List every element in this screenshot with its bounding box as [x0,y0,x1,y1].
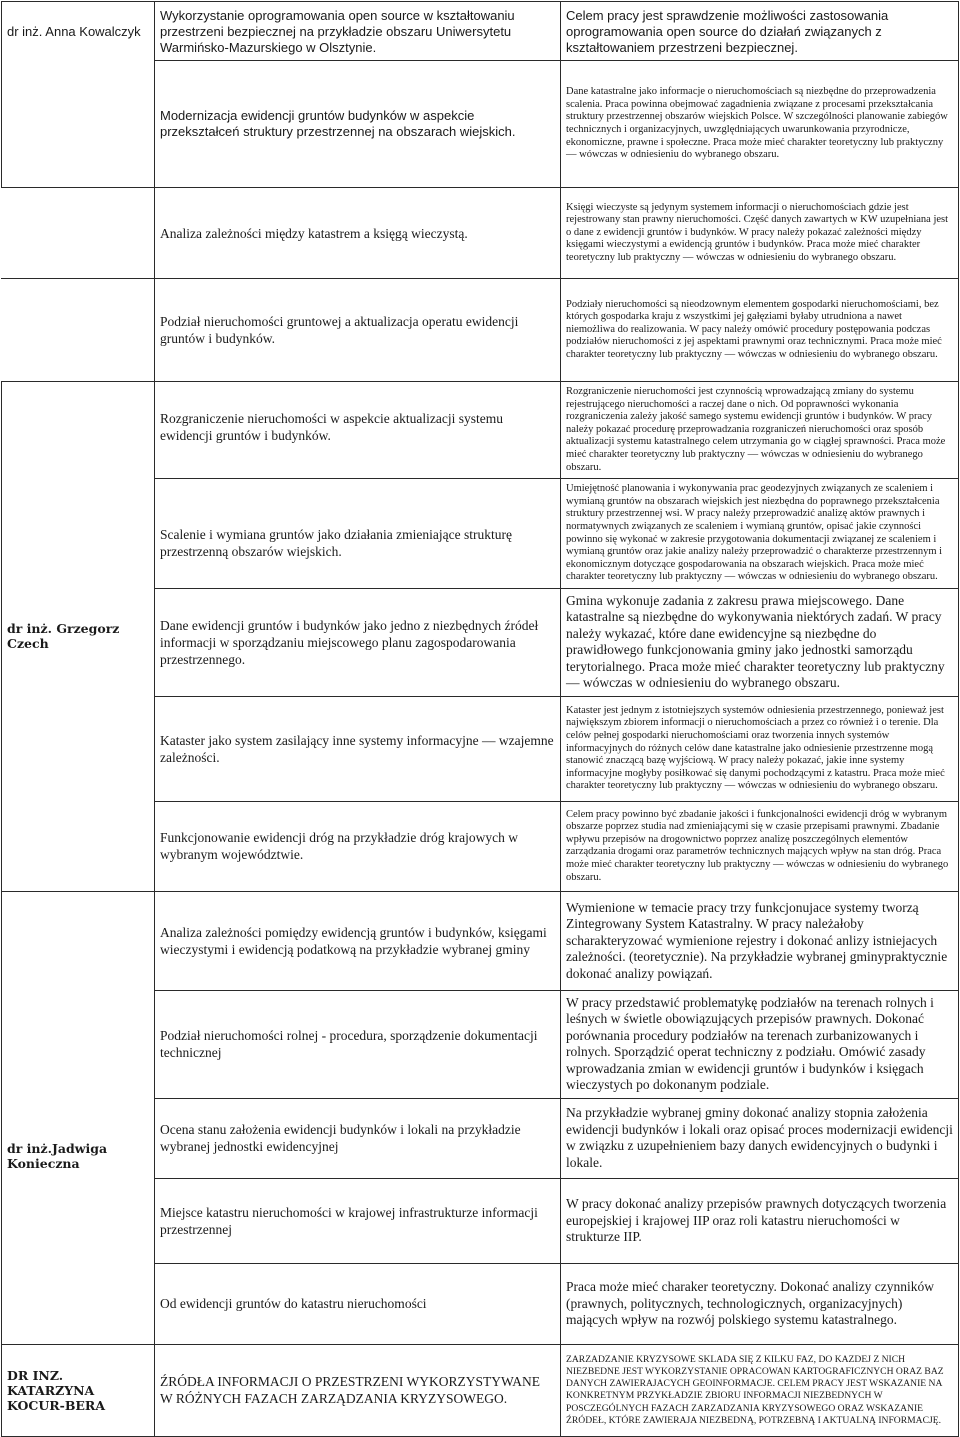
thesis-topic: Modernizacja ewidencji gruntów budynków w aspekcie przekształceń struktury przestrzennej na obszarach wiejskich. [155,61,561,188]
thesis-description: W pracy dokonać analizy przepisów prawnych dotyczących tworzenia europejskiej i krajowej IIP oraz roli katastru nieruchomości w strukturze IIP. [561,1178,959,1263]
supervisor-name: dr inż. Grzegorz Czech [2,382,155,892]
thesis-description: Celem pracy powinno być zbadanie jakości i funkcjonalności ewidencji dróg w wybranym obszarze poprzez studia nad zmieniającymi się w czasie przepisami prawnymi. Zbadanie wpływu przepisów na drogownictwo poprzez analizę poszczególnych elementów zarządzania drogami oraz parametrów technicznych mających wpływ na stan dróg. Praca może mieć charakter teoretyczny lub praktyczny — wówczas w odniesieniu do wybranego obszaru. [561,801,959,891]
table-row [2,2,959,61]
empty-cell [2,188,155,279]
thesis-description: Księgi wieczyste są jedynym systemem informacji o nieruchomościach gdzie jest rejestrowany stan prawny nieruchomości. Część danych zawartych w KW uzupełniana jest o dane z ewidencji gruntów i budynków. W pracy należy pokazać zależności między księgami wieczystymi a ewidencją gruntów i budynków. Praca może mieć charakter teoretyczny lub praktyczny — wówczas w odniesieniu do wybranego obszaru. [561,188,959,279]
thesis-description: Na przykładzie wybranej gminy dokonać analizy stopnia założenia ewidencji budynków i lokali oraz opisać proces modernizacji ewidencji w związku z uzupełnieniem bazy danych ewidencyjnych o budynki i lokale. [561,1098,959,1178]
table-row [2,1344,959,1436]
thesis-description: Dane katastralne jako informacje o nieruchomościach są niezbędne do przeprowadzenia scalenia. Praca powinna obejmować zagadnienia związane z procesami przekształcania struktury przestrzennej obszarów wiejskich Polsce. W szczególności planowanie zabiegów technicznych i organizacyjnych, uwzględniających uwarunkowania przyrodnicze, ekonomiczne, prawne i społeczne. Praca może mieć charakter teoretyczny lub praktyczny — wówczas w odniesieniu do wybranego obszaru. [561,61,959,188]
thesis-description: Podziały nieruchomości są nieodzownym elementem gospodarki nieruchomościami, bez których gospodarka kraju z wszystkimi jej gałęziami byłaby utrudniona a nawet niemożliwa do realizowania. W pacy należy omówić procedury postępowania podczas podziałów nieruchomości z jej aspektami prawnymi oraz technicznymi. Praca może mieć charakter teoretyczny lub praktyczny — wówczas w odniesieniu do wybranego obszaru. [561,279,959,382]
thesis-topic: Od ewidencji gruntów do katastru nieruchomości [155,1263,561,1344]
thesis-topic: Miejsce katastru nieruchomości w krajowej infrastrukturze informacji przestrzennej [155,1178,561,1263]
thesis-topic: Analiza zależności pomiędzy ewidencją gruntów i budynków, księgami wieczystymi i ewidencją podatkową na przykładzie wybranej gminy [155,891,561,990]
thesis-description: W pracy przedstawić problematykę podziałów na terenach rolnych i leśnych w świetle obowiązujących przepisów prawnych. Dokonać porównania procedury podziałów na terenach zurbanizowanych i rolnych. Sporządzić operat techniczny z podziału. Omówić zasady wprowadzania zmian w ewidencji gruntów i budynków i księgach wieczystych po dokonanym podziale. [561,990,959,1098]
thesis-topic: Podział nieruchomości gruntowej a aktualizacja operatu ewidencji gruntów i budynków. [155,279,561,382]
thesis-topic: Ocena stanu założenia ewidencji budynków i lokali na przykładzie wybranej jednostki ewidencyjnej [155,1098,561,1178]
supervisor-name: dr inż. Anna Kowalczyk [2,2,155,188]
table-row [2,279,959,382]
thesis-description: ZARZADZANIE KRYZYSOWE SKLADA SIĘ Z KILKU FAZ, DO KAZDEJ Z NICH NIEZBEDNE JEST WYKORZYSTANIE OPRACOWAN KARTOGRAFICZNYCH ORAZ BAZ DANYCH ZAWIERAJACYCH GEOINFORMACJE. CELEM PRACY JEST WSKAZANIE NA KONKRETNYM PRZYKŁADZIE ZBIORU INFORMACJI NIEZBEDNYCH W POSCZEGÓLNYCH FAZACH ZARZADZANIA KRYZYSOWEGO ORAZ WSKAZANIE ŹRÓDEŁ, KTÓRE ZAWIERAJA NIEZBEDNĄ, POTRZEBNĄ I AKTUALNĄ INFORMACJĘ. [561,1344,959,1436]
thesis-description: Kataster jest jednym z istotniejszych systemów odniesienia przestrzennego, ponieważ jest największym zbiorem informacji o nieruchomościach a przez co również i o terenie. Dla celów pełnej gospodarki nieruchomościami oraz tworzenia innych systemów informacyjnych do różnych celów dane katastralne jako odniesienie przestrzenne mogą stanowić znaczącą bazę wyjściową. W pracy należy pokazać, jakie inne systemy informacyjne mogłyby posiłkować się danymi pochodzącymi z katastru. Praca może mieć charakter teoretyczny lub praktyczny — wówczas w odniesieniu do wybranego obszaru. [561,696,959,801]
empty-cell [2,279,155,382]
thesis-description: Celem pracy jest sprawdzenie możliwości zastosowania oprogramowania open source do działań związanych z kształtowaniem przestrzeni bezpiecznej. [561,2,959,61]
thesis-topic: Dane ewidencji gruntów i budynków jako jedno z niezbędnych źródeł informacji w sporządzaniu miejscowego planu zagospodarowania przestrzennego. [155,588,561,696]
thesis-description: Praca może mieć charaker teoretyczny. Dokonać analizy czynników (prawnych, politycznych, technologicznych, organizacyjnych) mających wpływ na rozwój polskiego systemu katastralnego. [561,1263,959,1344]
thesis-topics-table [1,1,959,1437]
thesis-topic: ŹRÓDŁA INFORMACJI O PRZESTRZENI WYKORZYSTYWANE W RÓŻNYCH FAZACH ZARZĄDZANIA KRYZYSOWEGO. [155,1344,561,1436]
table-row [2,382,959,479]
supervisor-name: DR INZ. KATARZYNA KOCUR-BERA [2,1344,155,1436]
table-row [2,188,959,279]
thesis-description: Gmina wykonuje zadania z zakresu prawa miejscowego. Dane katastralne są niezbędne do wykonywania niektórych zadań. W pracy należy wykazać, które dane ewidencyjne są niezbędne do prawidłowego funkcjonowania gminy jako jednostki samorządu terytorialnego. Praca może mieć charakter teoretyczny lub praktyczny — wówczas w odniesieniu do wybranego obszaru. [561,588,959,696]
thesis-topic: Kataster jako system zasilający inne systemy informacyjne — wzajemne zależności. [155,696,561,801]
thesis-topic: Funkcjonowanie ewidencji dróg na przykładzie dróg krajowych w wybranym województwie. [155,801,561,891]
supervisor-name: dr inż.Jadwiga Konieczna [2,891,155,1344]
thesis-topic: Scalenie i wymiana gruntów jako działania zmieniające strukturę przestrzenną obszarów wiejskich. [155,479,561,589]
thesis-topic: Rozgraniczenie nieruchomości w aspekcie aktualizacji systemu ewidencji gruntów i budynków. [155,382,561,479]
thesis-topic: Podział nieruchomości rolnej - procedura, sporządzenie dokumentacji technicznej [155,990,561,1098]
thesis-description: Rozgraniczenie nieruchomości jest czynnością wprowadzającą zmiany do systemu rejestrującego nieruchomości a raczej dane o nich. Od poprawności wykonania rozgraniczenia zależy jakość samego systemu ewidencji gruntów i budynków. W pracy należy pokazać procedurę przeprowadzania rozgraniczeń nieruchomości oraz sposób aktualizacji systemu katastralnego celem utrzymania go w ciągłej sprawności. Praca może mieć charakter teoretyczny lub praktyczny — wówczas w odniesieniu do wybranego obszaru. [561,382,959,479]
table-row [2,891,959,990]
thesis-description: Wymienione w temacie pracy trzy funkcjonujace systemy tworzą Zintegrowany System Katastralny. W pracy należałoby scharakteryzować wymienione rejestry i dokonać anlizy istniejacych zależności. (teoretycznie). Na przykładzie wybranej gminypraktycznie dokonać analizy powiązań. [561,891,959,990]
thesis-topic: Analiza zależności między katastrem a księgą wieczystą. [155,188,561,279]
thesis-topic: Wykorzystanie oprogramowania open source w kształtowaniu przestrzeni bezpiecznej na przykładzie obszaru Uniwersytetu Warmińsko-Mazurskiego w Olsztynie. [155,2,561,61]
thesis-description: Umiejętność planowania i wykonywania prac geodezyjnych związanych ze scaleniem i wymianą gruntów na obszarach wiejskich jest niezbędna do poprawnego przekształcenia struktury przestrzennej wsi. W pracy należy przeprowadzić analizę aktów prawnych i normatywnych związanych ze scaleniem i wymianą gruntów, opisać jakie czynności powinno się wykonać w zakresie przygotowania dokumentacji związanej ze scaleniem i wymianą gruntów oraz jakie analizy należy przeprowadzić o charakterze przestrzennym i ekonomicznym dotyczące gospodarowania na obszarach wiejskich. Praca może mieć charakter teoretyczny lub praktyczny — wówczas w odniesieniu do wybranego obszaru. [561,479,959,589]
